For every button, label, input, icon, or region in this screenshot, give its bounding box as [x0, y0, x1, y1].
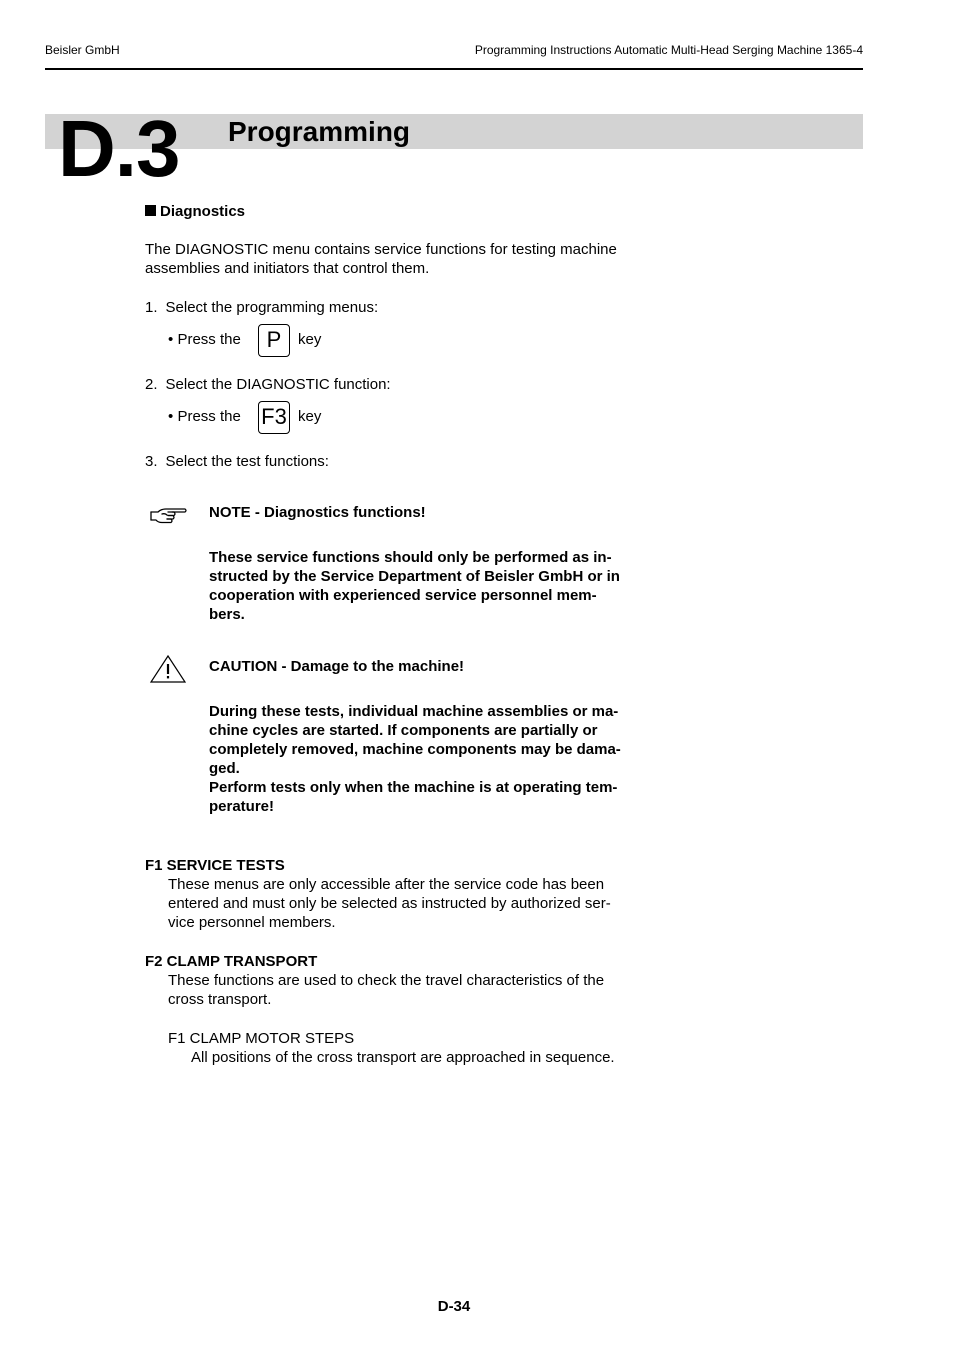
step-text: Select the test functions:	[165, 453, 329, 470]
note-line: structed by the Service Department of Beisler GmbH or in	[209, 568, 620, 585]
note-line: These service functions should only be performed as in-	[209, 549, 612, 566]
step-number: 1.	[145, 299, 158, 316]
note-line: bers.	[209, 606, 245, 623]
f1-heading: F1 SERVICE TESTS	[145, 857, 285, 874]
step-2-bullet-post: key	[298, 408, 322, 425]
step-1	[145, 298, 378, 317]
f1-line: These menus are only accessible after the service code has been	[168, 876, 605, 893]
caution-body	[209, 702, 699, 816]
step-text: Select the DIAGNOSTIC function:	[165, 376, 391, 393]
caution-line: ged.	[209, 760, 240, 777]
chapter-title: Programming	[228, 116, 411, 147]
p-key-icon: P	[258, 324, 290, 357]
caution-line: chine cycles are started. If components are partially or	[209, 722, 598, 739]
note-body	[209, 548, 699, 624]
f1-line: vice personnel members.	[168, 914, 336, 931]
caution-line: During these tests, individual machine assemblies or ma-	[209, 703, 619, 720]
step-3	[145, 452, 329, 471]
f2-sub-text: All positions of the cross transport are approached in sequence.	[191, 1049, 615, 1066]
caution-line: Perform tests only when the machine is at operating tem-	[209, 779, 618, 796]
f2-line: These functions are used to check the travel characteristics of the	[168, 972, 605, 989]
f2-heading: F2 CLAMP TRANSPORT	[145, 953, 318, 970]
chapter-number: D.3	[58, 104, 180, 193]
f3-key-icon: F3	[258, 401, 290, 434]
header-document-title: Programming Instructions Automatic Multi-Head Serging Machine 1365-4	[474, 43, 863, 57]
caution-title: CAUTION - Damage to the machine!	[209, 658, 465, 675]
bullet-dot-icon: •	[168, 408, 174, 425]
step-1-bullet-post: key	[298, 331, 322, 348]
caution-line: perature!	[209, 798, 275, 815]
caution-line: completely removed, machine components may be dama-	[209, 741, 621, 758]
intro-line-2: assemblies and initiators that control them.	[145, 260, 430, 277]
section-heading	[145, 202, 245, 221]
step-number: 2.	[145, 376, 158, 393]
warning-triangle-icon	[149, 654, 187, 684]
note-title: NOTE - Diagnostics functions!	[209, 504, 426, 521]
section-heading-text: Diagnostics	[160, 203, 246, 220]
f1-body	[168, 875, 688, 932]
f1-line: entered and must only be selected as instructed by authorized ser-	[168, 895, 611, 912]
step-2	[145, 375, 391, 394]
intro-line-1: The DIAGNOSTIC menu contains service functions for testing machine	[145, 241, 617, 258]
note-line: cooperation with experienced service personnel mem-	[209, 587, 597, 604]
bullet-text-pre: Press the	[177, 331, 241, 348]
square-bullet-icon	[145, 205, 156, 216]
pointing-hand-icon	[148, 503, 188, 527]
step-number: 3.	[145, 453, 158, 470]
step-2-bullet	[168, 407, 241, 426]
bullet-dot-icon: •	[168, 331, 174, 348]
header-rule	[45, 68, 863, 70]
step-1-bullet	[168, 330, 241, 349]
f2-sub-heading: F1 CLAMP MOTOR STEPS	[168, 1030, 355, 1047]
step-text: Select the programming menus:	[165, 299, 379, 316]
f2-line: cross transport.	[168, 991, 272, 1008]
f2-body	[168, 971, 688, 1009]
bullet-text-pre: Press the	[177, 408, 241, 425]
header-company: Beisler GmbH	[45, 43, 120, 57]
page-number: D-34	[437, 1298, 471, 1315]
